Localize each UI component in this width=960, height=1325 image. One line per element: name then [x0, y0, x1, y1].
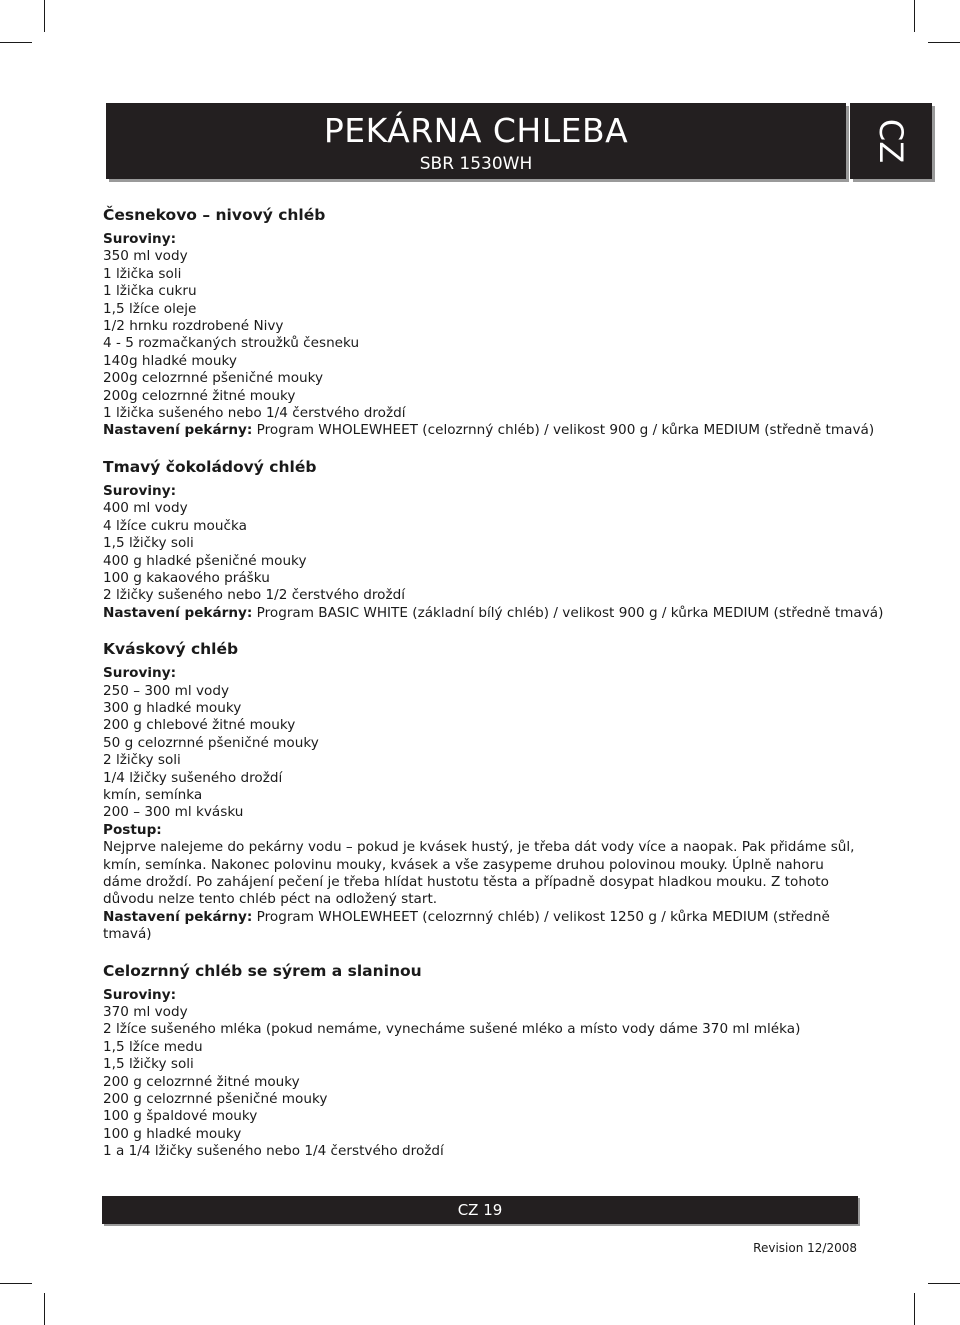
recipe-cheese-bacon-bread — [103, 961, 863, 1161]
recipe-title: Tmavý čokoládový chléb — [103, 457, 317, 476]
settings-label: Nastavení pekárny: — [103, 422, 253, 439]
ingredient-item: 1 lžička soli — [103, 265, 182, 282]
ingredient-item: 1,5 lžičky soli — [103, 1056, 194, 1073]
recipe-content — [103, 205, 884, 1178]
ingredient-item: 400 ml vody — [103, 500, 188, 517]
language-tab-label: CZ — [872, 118, 910, 164]
settings-text: Program WHOLEWHEET (celozrnný chléb) / velikost 1250 g / kůrka MEDIUM (středně tmavá) — [103, 908, 830, 943]
ingredient-item: 1/4 lžičky sušeného droždí — [103, 769, 283, 786]
recipe-title: Celozrnný chléb se sýrem a slaninou — [103, 961, 422, 980]
ingredient-item: 200 g celozrnné pšeničné mouky — [103, 1091, 328, 1108]
crop-mark — [928, 42, 960, 43]
recipe-garlic-bread — [103, 205, 875, 440]
crop-mark — [928, 1283, 960, 1284]
page-footer — [102, 1196, 858, 1224]
ingredient-item: 1 lžička cukru — [103, 283, 197, 300]
page-number: CZ 19 — [457, 1201, 503, 1219]
ingredient-item: 2 lžičky soli — [103, 752, 181, 769]
page-header — [106, 103, 846, 179]
ingredient-item: 140g hladké mouky — [103, 352, 237, 369]
model-subtitle: SBR 1530WH — [419, 154, 533, 174]
ingredient-item: 370 ml vody — [103, 1004, 188, 1021]
recipe-sourdough-bread — [103, 639, 863, 944]
ingredient-item: 4 - 5 rozmačkaných stroužků česneku — [103, 335, 360, 352]
ingredient-item: 2 lžičky sušeného nebo 1/2 čerstvého droždí — [103, 587, 405, 604]
ingredient-item: 200 g chlebové žitné mouky — [103, 717, 296, 734]
ingredients-label: Suroviny: — [103, 482, 177, 499]
ingredient-item: 250 – 300 ml vody — [103, 682, 230, 699]
ingredient-item: 2 lžíce sušeného mléka (pokud nemáme, vynecháme sušené mléko a místo vody dáme 370 ml mléka) — [103, 1021, 801, 1038]
settings-text: Program BASIC WHITE (základní bílý chléb) / velikost 900 g / kůrka MEDIUM (středně tmavá) — [252, 604, 884, 621]
ingredients-label: Suroviny: — [103, 231, 177, 247]
ingredients-label: Suroviny: — [103, 665, 177, 682]
ingredient-item: 100 g špaldové mouky — [103, 1108, 258, 1125]
method-text: Nejprve nalejeme do pekárny vodu – pokud je kvásek hustý, je třeba dát vody více a naopak. Pak přidáme sůl, kmín, semínka. Nakonec polovinu mouky, kvásek a vše zasypeme druhou polovinou mouky. Úplně nahoru dáme droždí. Po zahájení pečení je třeba hlídat hustotu těsta a případně dosypat hladkou mouku. Z tohoto důvodu nelze tento chléb péct na odložený start. — [103, 839, 855, 908]
ingredient-item: 4 lžíce cukru moučka — [103, 517, 247, 534]
ingredient-item: 100 g hladké mouky — [103, 1125, 242, 1142]
settings-label: Nastavení pekárny: — [103, 908, 253, 925]
ingredient-item: 50 g celozrnné pšeničné mouky — [103, 734, 319, 751]
page-title: PEKÁRNA CHLEBA — [323, 111, 629, 150]
settings-label: Nastavení pekárny: — [103, 604, 253, 621]
crop-mark — [0, 1283, 32, 1284]
crop-mark — [0, 42, 32, 43]
crop-mark — [914, 1293, 915, 1325]
ingredient-item: kmín, semínka — [103, 786, 203, 803]
ingredient-item: 1 lžička sušeného nebo 1/4 čerstvého droždí — [103, 405, 406, 422]
ingredient-item: 1,5 lžíce oleje — [103, 300, 197, 317]
language-tab — [850, 103, 932, 179]
ingredient-item: 350 ml vody — [103, 248, 188, 265]
ingredient-item: 100 g kakaového prášku — [103, 569, 270, 586]
ingredient-item: 200 – 300 ml kvásku — [103, 804, 244, 821]
crop-mark — [44, 1293, 45, 1325]
ingredient-item: 1,5 lžičky soli — [103, 535, 194, 552]
method-label: Postup: — [103, 821, 162, 838]
crop-mark — [914, 0, 915, 32]
ingredient-item: 200g celozrnné žitné mouky — [103, 387, 296, 404]
ingredient-item: 1,5 lžíce medu — [103, 1038, 203, 1055]
ingredient-item: 1 a 1/4 lžičky sušeného nebo 1/4 čerstvého droždí — [103, 1143, 444, 1160]
recipe-title: Kváskový chléb — [103, 640, 239, 659]
bakery-settings — [103, 909, 863, 944]
ingredient-item: 200 g celozrnné žitné mouky — [103, 1073, 300, 1090]
ingredient-item: 1/2 hrnku rozdrobené Nivy — [103, 318, 284, 335]
ingredient-item: 300 g hladké mouky — [103, 699, 242, 716]
bakery-settings — [103, 422, 875, 439]
ingredient-item: 400 g hladké pšeničné mouky — [103, 552, 307, 569]
recipe-chocolate-bread — [103, 457, 884, 622]
crop-mark — [44, 0, 45, 32]
ingredients-label: Suroviny: — [103, 986, 177, 1003]
settings-text: Program WHOLEWHEET (celozrnný chléb) / velikost 900 g / kůrka MEDIUM (středně tmavá) — [252, 422, 875, 439]
ingredient-item: 200g celozrnné pšeničné mouky — [103, 370, 324, 387]
recipe-title: Česnekovo – nivový chléb — [103, 206, 326, 224]
revision-label: Revision 12/2008 — [753, 1241, 857, 1255]
bakery-settings — [103, 604, 884, 622]
